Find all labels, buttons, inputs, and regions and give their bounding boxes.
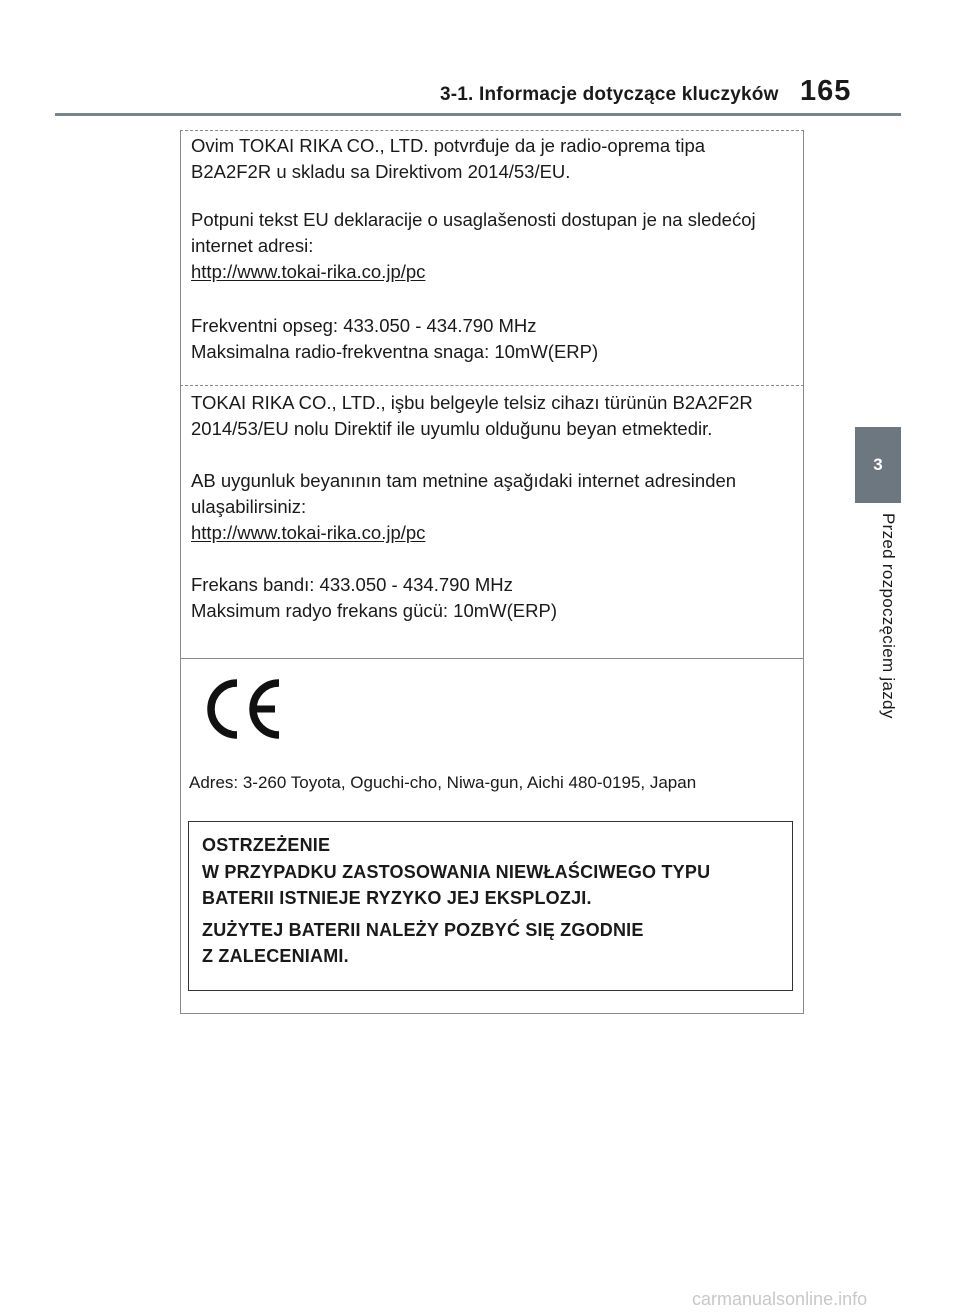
serbian-frequency: Frekventni opseg: 433.050 - 434.790 MHz: [191, 315, 537, 336]
ce-mark-icon: [201, 679, 285, 739]
turkish-line-2: 2014/53/EU nolu Direktif ile uyumlu olduğunu beyan etmektedir.: [191, 418, 713, 439]
warning-box: [188, 821, 793, 991]
turkish-power: Maksimum radyo frekans gücü: 10mW(ERP): [191, 600, 557, 621]
section-title: 3-1. Informacje dotyczące kluczyków: [440, 84, 779, 105]
turkish-declaration: [180, 385, 804, 659]
warning-line-2: BATERII ISTNIEJE RYZYKO JEJ EKSPLOZJI.: [202, 888, 592, 908]
chapter-number: 3: [873, 455, 883, 474]
serbian-line-4: internet adresi:: [191, 235, 314, 256]
serbian-power: Maksimalna radio-frekventna snaga: 10mW(ERP): [191, 341, 599, 362]
serbian-link[interactable]: http://www.tokai-rika.co.jp/pc: [191, 261, 426, 282]
header-rule: [55, 113, 901, 116]
warning-line-4: Z ZALECENIAMI.: [202, 946, 349, 966]
serbian-line-3: Potpuni tekst EU deklaracije o usaglašenosti dostupan je na sledećoj: [191, 209, 756, 230]
turkish-link[interactable]: http://www.tokai-rika.co.jp/pc: [191, 522, 426, 543]
watermark: carmanualsonline.info: [692, 1289, 868, 1309]
turkish-line-3: AB uygunluk beyanının tam metnine aşağıdaki internet adresinden: [191, 470, 737, 491]
serbian-declaration: [180, 130, 804, 386]
chapter-tab: [855, 427, 901, 503]
warning-line-1: W PRZYPADKU ZASTOSOWANIA NIEWŁAŚCIWEGO TYPU: [202, 862, 711, 882]
warning-line-3: ZUŻYTEJ BATERII NALEŻY POZBYĆ SIĘ ZGODNIE: [202, 920, 644, 940]
turkish-frequency: Frekans bandı: 433.050 - 434.790 MHz: [191, 574, 513, 595]
warning-title: OSTRZEŻENIE: [202, 835, 331, 855]
turkish-line-4: ulaşabilirsiniz:: [191, 496, 307, 517]
serbian-line-1: Ovim TOKAI RIKA CO., LTD. potvrđuje da je radio-oprema tipa: [191, 135, 706, 156]
chapter-label: Przed rozpoczęciem jazdy: [879, 513, 898, 719]
ce-and-warning-section: [180, 658, 804, 1014]
manufacturer-address: Adres: 3-260 Toyota, Oguchi-cho, Niwa-gun, Aichi 480-0195, Japan: [189, 773, 697, 792]
serbian-line-2: B2A2F2R u skladu sa Direktivom 2014/53/EU.: [191, 161, 571, 182]
page-number: 165: [800, 75, 852, 107]
page-header: [0, 0, 960, 120]
turkish-line-1: TOKAI RIKA CO., LTD., işbu belgeyle telsiz cihazı türünün B2A2F2R: [191, 392, 753, 413]
